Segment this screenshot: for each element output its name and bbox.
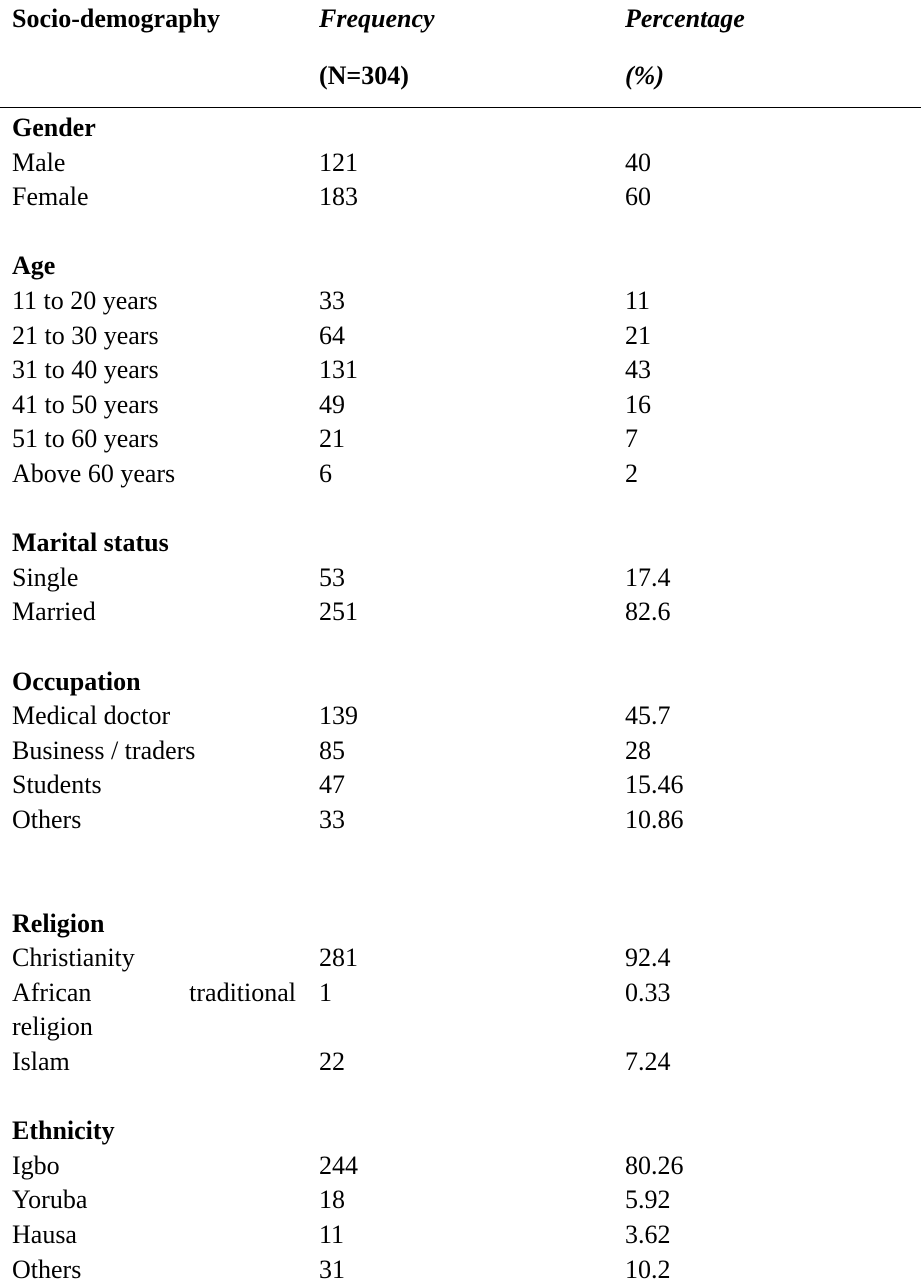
row-label: Christianity — [12, 943, 135, 973]
section-heading-ethnicity — [0, 1114, 921, 1149]
row-label: 11 to 20 years — [12, 285, 158, 315]
row-frequency: 64 — [319, 320, 345, 350]
row-label: Male — [12, 147, 66, 177]
row-label-word: traditional — [189, 977, 296, 1007]
row-percentage: 15.46 — [625, 770, 684, 800]
row-label: Students — [12, 770, 102, 800]
row-label-line2: religion — [12, 1012, 93, 1042]
section-title: Ethnicity — [12, 1116, 115, 1146]
section-heading-occupation — [0, 665, 921, 700]
row-percentage: 10.2 — [625, 1254, 671, 1284]
table-row — [0, 768, 921, 803]
table-row — [0, 353, 921, 388]
row-frequency: 1 — [319, 977, 332, 1007]
row-frequency: 244 — [319, 1150, 358, 1180]
row-label: Female — [12, 182, 89, 212]
row-percentage: 16 — [625, 389, 651, 419]
table-row — [0, 457, 921, 492]
row-percentage: 10.86 — [625, 804, 684, 834]
row-frequency: 251 — [319, 597, 358, 627]
section-spacer — [0, 1080, 921, 1115]
section-heading-gender — [0, 111, 921, 146]
row-label: Above 60 years — [12, 458, 176, 488]
row-percentage: 45.7 — [625, 701, 671, 731]
section-title: Gender — [12, 113, 96, 142]
row-percentage: 2 — [625, 458, 638, 488]
section-title: Occupation — [12, 666, 141, 696]
row-frequency: 139 — [319, 701, 358, 731]
row-frequency: 47 — [319, 770, 345, 800]
row-percentage: 60 — [625, 182, 651, 212]
row-percentage: 82.6 — [625, 597, 671, 627]
row-percentage: 0.33 — [625, 977, 671, 1007]
header-frequency: Frequency — [319, 4, 435, 33]
header-percentage-unit: (%) — [625, 61, 664, 90]
section-title: Religion — [12, 908, 105, 938]
row-label: 31 to 40 years — [12, 355, 159, 385]
row-label: 21 to 30 years — [12, 320, 159, 350]
table-row — [0, 976, 921, 1045]
section-spacer — [0, 215, 921, 250]
section-heading-religion — [0, 907, 921, 942]
row-percentage: 3.62 — [625, 1220, 671, 1249]
row-label: Others — [12, 1254, 82, 1284]
row-frequency: 183 — [319, 182, 358, 212]
row-percentage: 11 — [625, 285, 651, 315]
row-frequency: 121 — [319, 147, 358, 177]
row-percentage: 43 — [625, 355, 651, 385]
table-row — [0, 803, 921, 838]
section-heading-age — [0, 249, 921, 284]
table-row — [0, 1218, 921, 1253]
row-frequency: 33 — [319, 285, 345, 315]
row-frequency: 31 — [319, 1254, 345, 1284]
row-percentage: 17.4 — [625, 562, 671, 592]
row-label: Single — [12, 562, 79, 592]
row-percentage: 5.92 — [625, 1185, 671, 1215]
row-label: Medical doctor — [12, 701, 171, 731]
row-frequency: 22 — [319, 1047, 345, 1077]
section-heading-marital-status — [0, 526, 921, 561]
row-label: Islam — [12, 1047, 70, 1077]
table-row — [0, 1183, 921, 1218]
section-spacer — [0, 630, 921, 665]
row-frequency: 131 — [319, 355, 358, 385]
row-frequency: 53 — [319, 562, 345, 592]
table-row — [0, 180, 921, 215]
table-row — [0, 422, 921, 457]
header-socio-demography: Socio-demography — [12, 4, 220, 33]
table-row — [0, 284, 921, 319]
table-row — [0, 941, 921, 976]
row-frequency: 6 — [319, 458, 332, 488]
header-rule — [0, 107, 921, 108]
table-row — [0, 319, 921, 354]
table-row — [0, 1253, 921, 1287]
table-row — [0, 561, 921, 596]
section-spacer — [0, 492, 921, 527]
table-row — [0, 1149, 921, 1184]
row-percentage: 80.26 — [625, 1150, 684, 1180]
row-label: 41 to 50 years — [12, 389, 159, 419]
row-percentage: 7 — [625, 424, 638, 454]
table-row — [0, 146, 921, 181]
row-label: Business / traders — [12, 735, 196, 765]
row-label: Others — [12, 804, 82, 834]
row-percentage: 40 — [625, 147, 651, 177]
header-frequency-n: (N=304) — [319, 61, 409, 90]
row-frequency: 18 — [319, 1185, 345, 1215]
row-frequency: 33 — [319, 804, 345, 834]
section-title: Marital status — [12, 528, 169, 558]
row-label: Hausa — [12, 1220, 77, 1249]
row-label-word: African — [12, 977, 92, 1007]
table-row — [0, 1045, 921, 1080]
row-frequency: 85 — [319, 735, 345, 765]
row-percentage: 28 — [625, 735, 651, 765]
row-label: Married — [12, 597, 96, 627]
row-percentage: 7.24 — [625, 1047, 671, 1077]
table-row — [0, 734, 921, 769]
row-label: Igbo — [12, 1150, 60, 1180]
row-percentage: 92.4 — [625, 943, 671, 973]
row-label: 51 to 60 years — [12, 424, 159, 454]
row-frequency: 49 — [319, 389, 345, 419]
table-row — [0, 595, 921, 630]
section-spacer — [0, 837, 921, 906]
row-label: Yoruba — [12, 1185, 88, 1215]
header-percentage: Percentage — [625, 4, 745, 33]
table-body — [0, 111, 921, 1287]
table-row — [0, 388, 921, 423]
row-frequency: 281 — [319, 943, 358, 973]
row-percentage: 21 — [625, 320, 651, 350]
row-frequency: 21 — [319, 424, 345, 454]
table-row — [0, 699, 921, 734]
row-frequency: 11 — [319, 1220, 345, 1249]
row-label-line1 — [12, 976, 296, 1011]
section-title: Age — [12, 251, 56, 281]
